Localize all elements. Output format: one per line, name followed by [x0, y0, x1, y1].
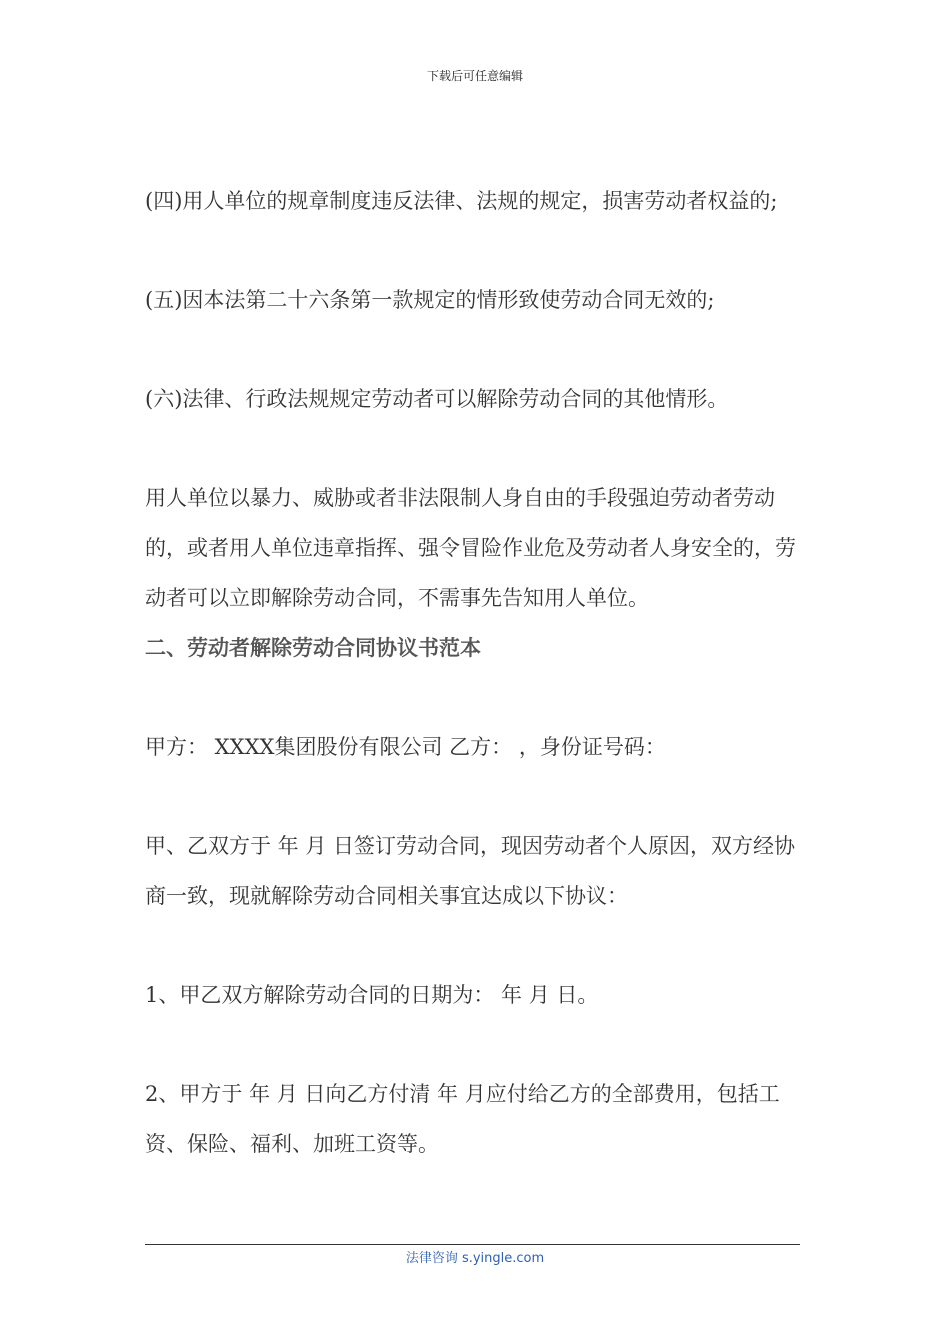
spacer: [145, 424, 810, 473]
agreement-preamble: 甲、乙双方于 年 月 日签订劳动合同，现因劳动者个人原因，双方经协商一致，现就解除劳动合同相关事宜达成以下协议：: [145, 834, 796, 908]
clause-4: (四)用人单位的规章制度违反法律、法规的规定，损害劳动者权益的;: [145, 189, 778, 213]
section-heading: 二、劳动者解除劳动合同协议书范本: [145, 636, 481, 660]
clause-6: (六)法律、行政法规规定劳动者可以解除劳动合同的其他情形。: [145, 387, 729, 411]
spacer: [145, 921, 810, 970]
footer-divider: [145, 1244, 800, 1245]
spacer: [145, 325, 810, 374]
spacer: [145, 226, 810, 275]
agreement-item-2: 2、甲方于 年 月 日向乙方付清 年 月应付给乙方的全部费用，包括工资、保险、福利、加班工资等。: [145, 1082, 780, 1156]
parties-line: 甲方： XXXX集团股份有限公司 乙方： ，身份证号码：: [145, 735, 666, 759]
spacer: [145, 1020, 810, 1069]
agreement-item-1: 1、甲乙双方解除劳动合同的日期为： 年 月 日。: [145, 983, 599, 1007]
clause-5: (五)因本法第二十六条第一款规定的情形致使劳动合同无效的;: [145, 288, 715, 312]
immediate-termination-paragraph: 用人单位以暴力、威胁或者非法限制人身自由的手段强迫劳动者劳动的，或者用人单位违章指挥、强令冒险作业危及劳动者人身安全的，劳动者可以立即解除劳动合同，不需事先告知用人单位。: [145, 486, 796, 610]
header-note: 下载后可任意编辑: [426, 69, 523, 83]
spacer: [145, 772, 810, 821]
footer-legal-consult-link[interactable]: 法律咨询 s.yingle.com: [405, 1251, 545, 1266]
spacer: [145, 673, 810, 722]
document-body: [145, 176, 810, 1169]
